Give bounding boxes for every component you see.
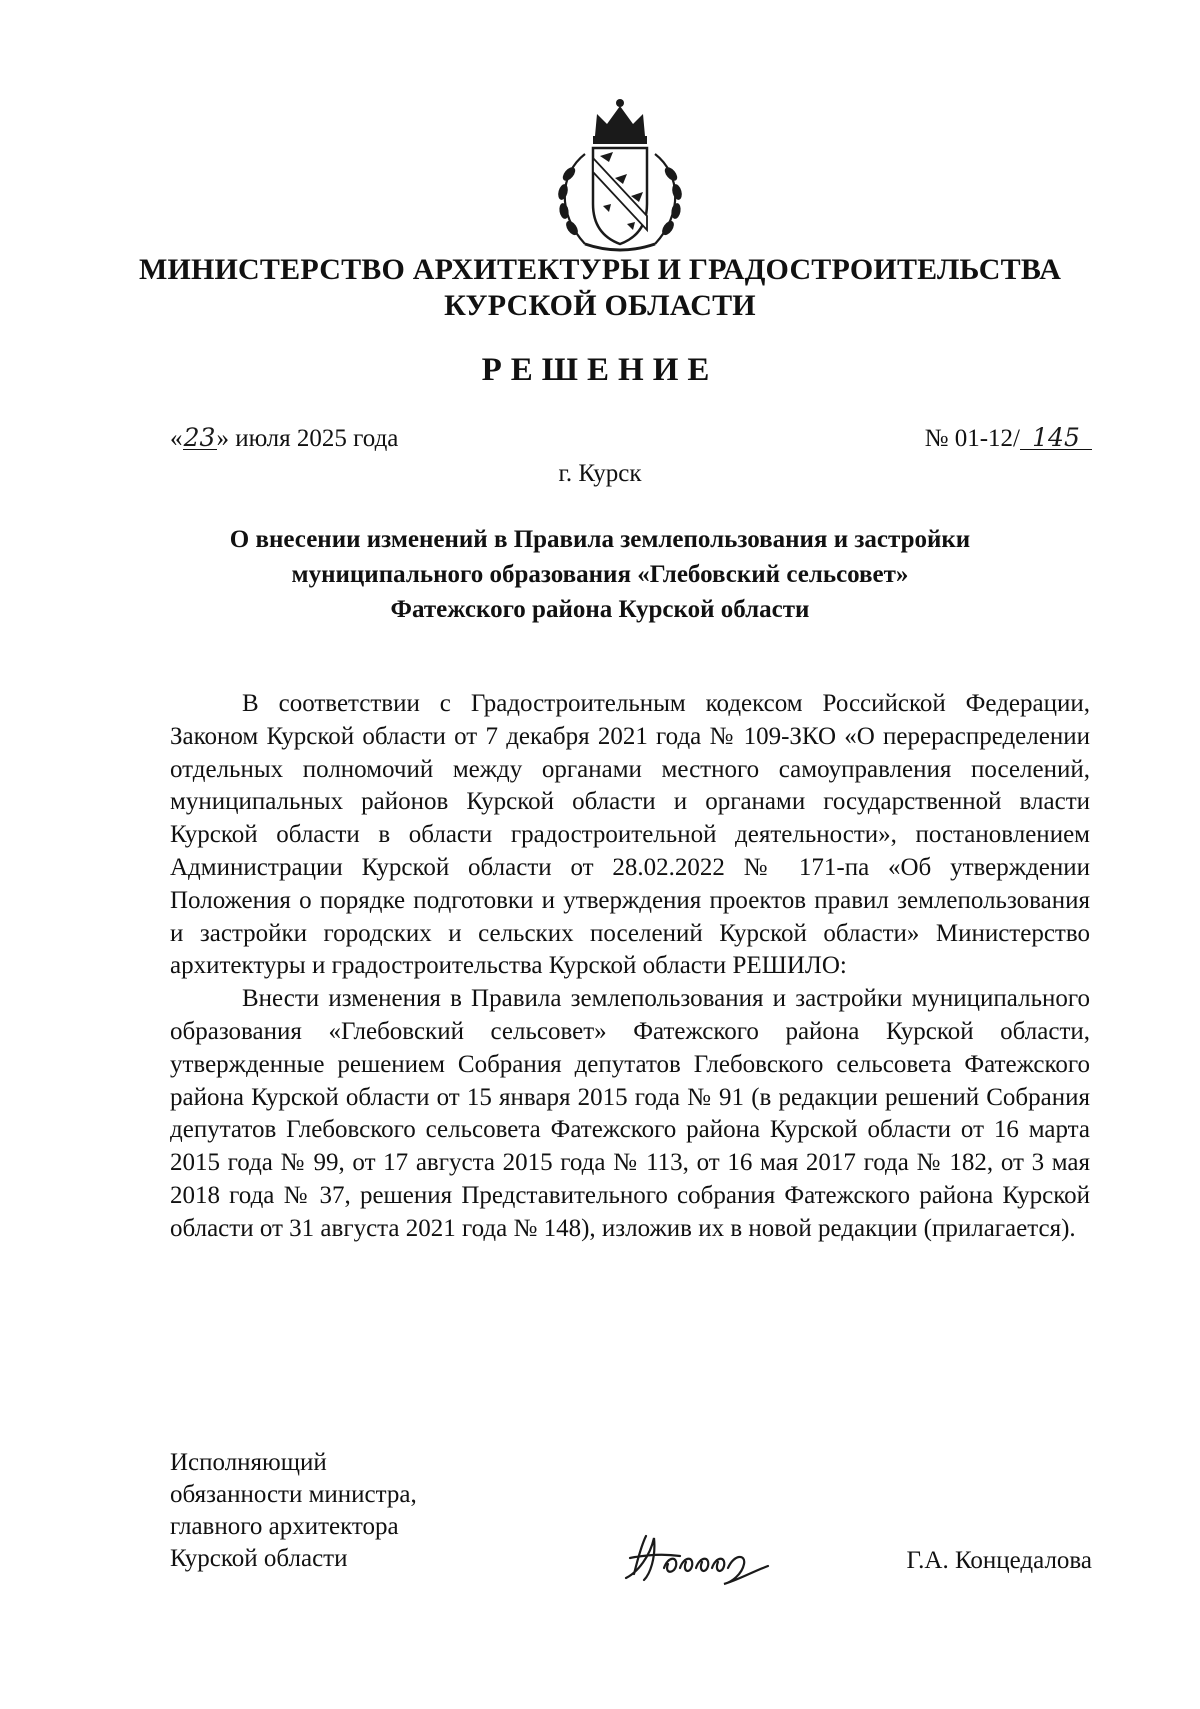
date-month-year: » июля 2025 года — [216, 425, 399, 452]
document-number-prefix: № 01-12/ — [924, 425, 1020, 452]
signatory-position — [170, 1447, 417, 1575]
subject-line-3: Фатежского района Курской области — [390, 596, 810, 623]
organization-title — [100, 252, 1100, 324]
document-body — [170, 688, 1090, 1246]
subject-line-2: муниципального образования «Глебовский сельсовет» — [291, 561, 909, 588]
document-date — [170, 425, 398, 453]
date-day-handwritten: 23 — [183, 423, 216, 452]
document-subject — [150, 522, 1050, 627]
signer-name: Г.А. Концедалова — [906, 1547, 1092, 1574]
position-line-1: Исполняющий — [170, 1449, 327, 1476]
position-line-2: обязанности министра, — [170, 1481, 417, 1508]
document-city: г. Курск — [558, 460, 642, 487]
document-type-heading: РЕШЕНИЕ — [481, 352, 719, 388]
position-line-4: Курской области — [170, 1545, 348, 1572]
document-number — [925, 425, 1092, 453]
organization-line-1: МИНИСТЕРСТВО АРХИТЕКТУРЫ И ГРАДОСТРОИТЕЛЬСТВА — [138, 253, 1062, 286]
date-open-quote: « — [170, 425, 183, 452]
coat-of-arms-icon — [545, 96, 695, 256]
organization-line-2: КУРСКОЙ ОБЛАСТИ — [444, 289, 756, 322]
document-number-handwritten: 145 — [1020, 427, 1092, 450]
handwritten-signature-icon — [620, 1528, 780, 1586]
subject-line-1: О внесении изменений в Правила землепользования и застройки — [229, 526, 971, 553]
body-paragraph-1: В соответствии с Градостроительным кодексом Российской Федерации, Законом Курской области от 7 декабря 2021 года № 109-ЗКО «О перераспределении отдельных полномочий между органами местного самоуправления поселений, муниципальных районов Курской области и органами государственной власти Курской области в области градостроительной деятельности», постановлением Администрации Курской области от 28.02.2022 № 171-па «Об утверждении Положения о порядке подготовки и утверждения проектов правил землепользования и застройки городских и сельских поселений Курской области» Министерство архитектуры и градостроительства Курской области РЕШИЛО: — [170, 690, 1090, 980]
body-paragraph-2: Внести изменения в Правила землепользования и застройки муниципального образования «Глебовский сельсовет» Фатежского района Курской области, утвержденные решением Собрания депутатов Глебовского сельсовета Фатежского района Курской области от 15 января 2015 года № 91 (в редакции решений Собрания депутатов Глебовского сельсовета Фатежского района Курской области от 16 марта 2015 года № 99, от 17 августа 2015 года № 113, от 16 мая 2017 года № 182, от 3 мая 2018 года № 37, решения Представительного собрания Фатежского района Курской области от 31 августа 2021 года № 148), изложив их в новой редакции (прилагается). — [170, 985, 1090, 1242]
position-line-3: главного архитектора — [170, 1513, 399, 1540]
